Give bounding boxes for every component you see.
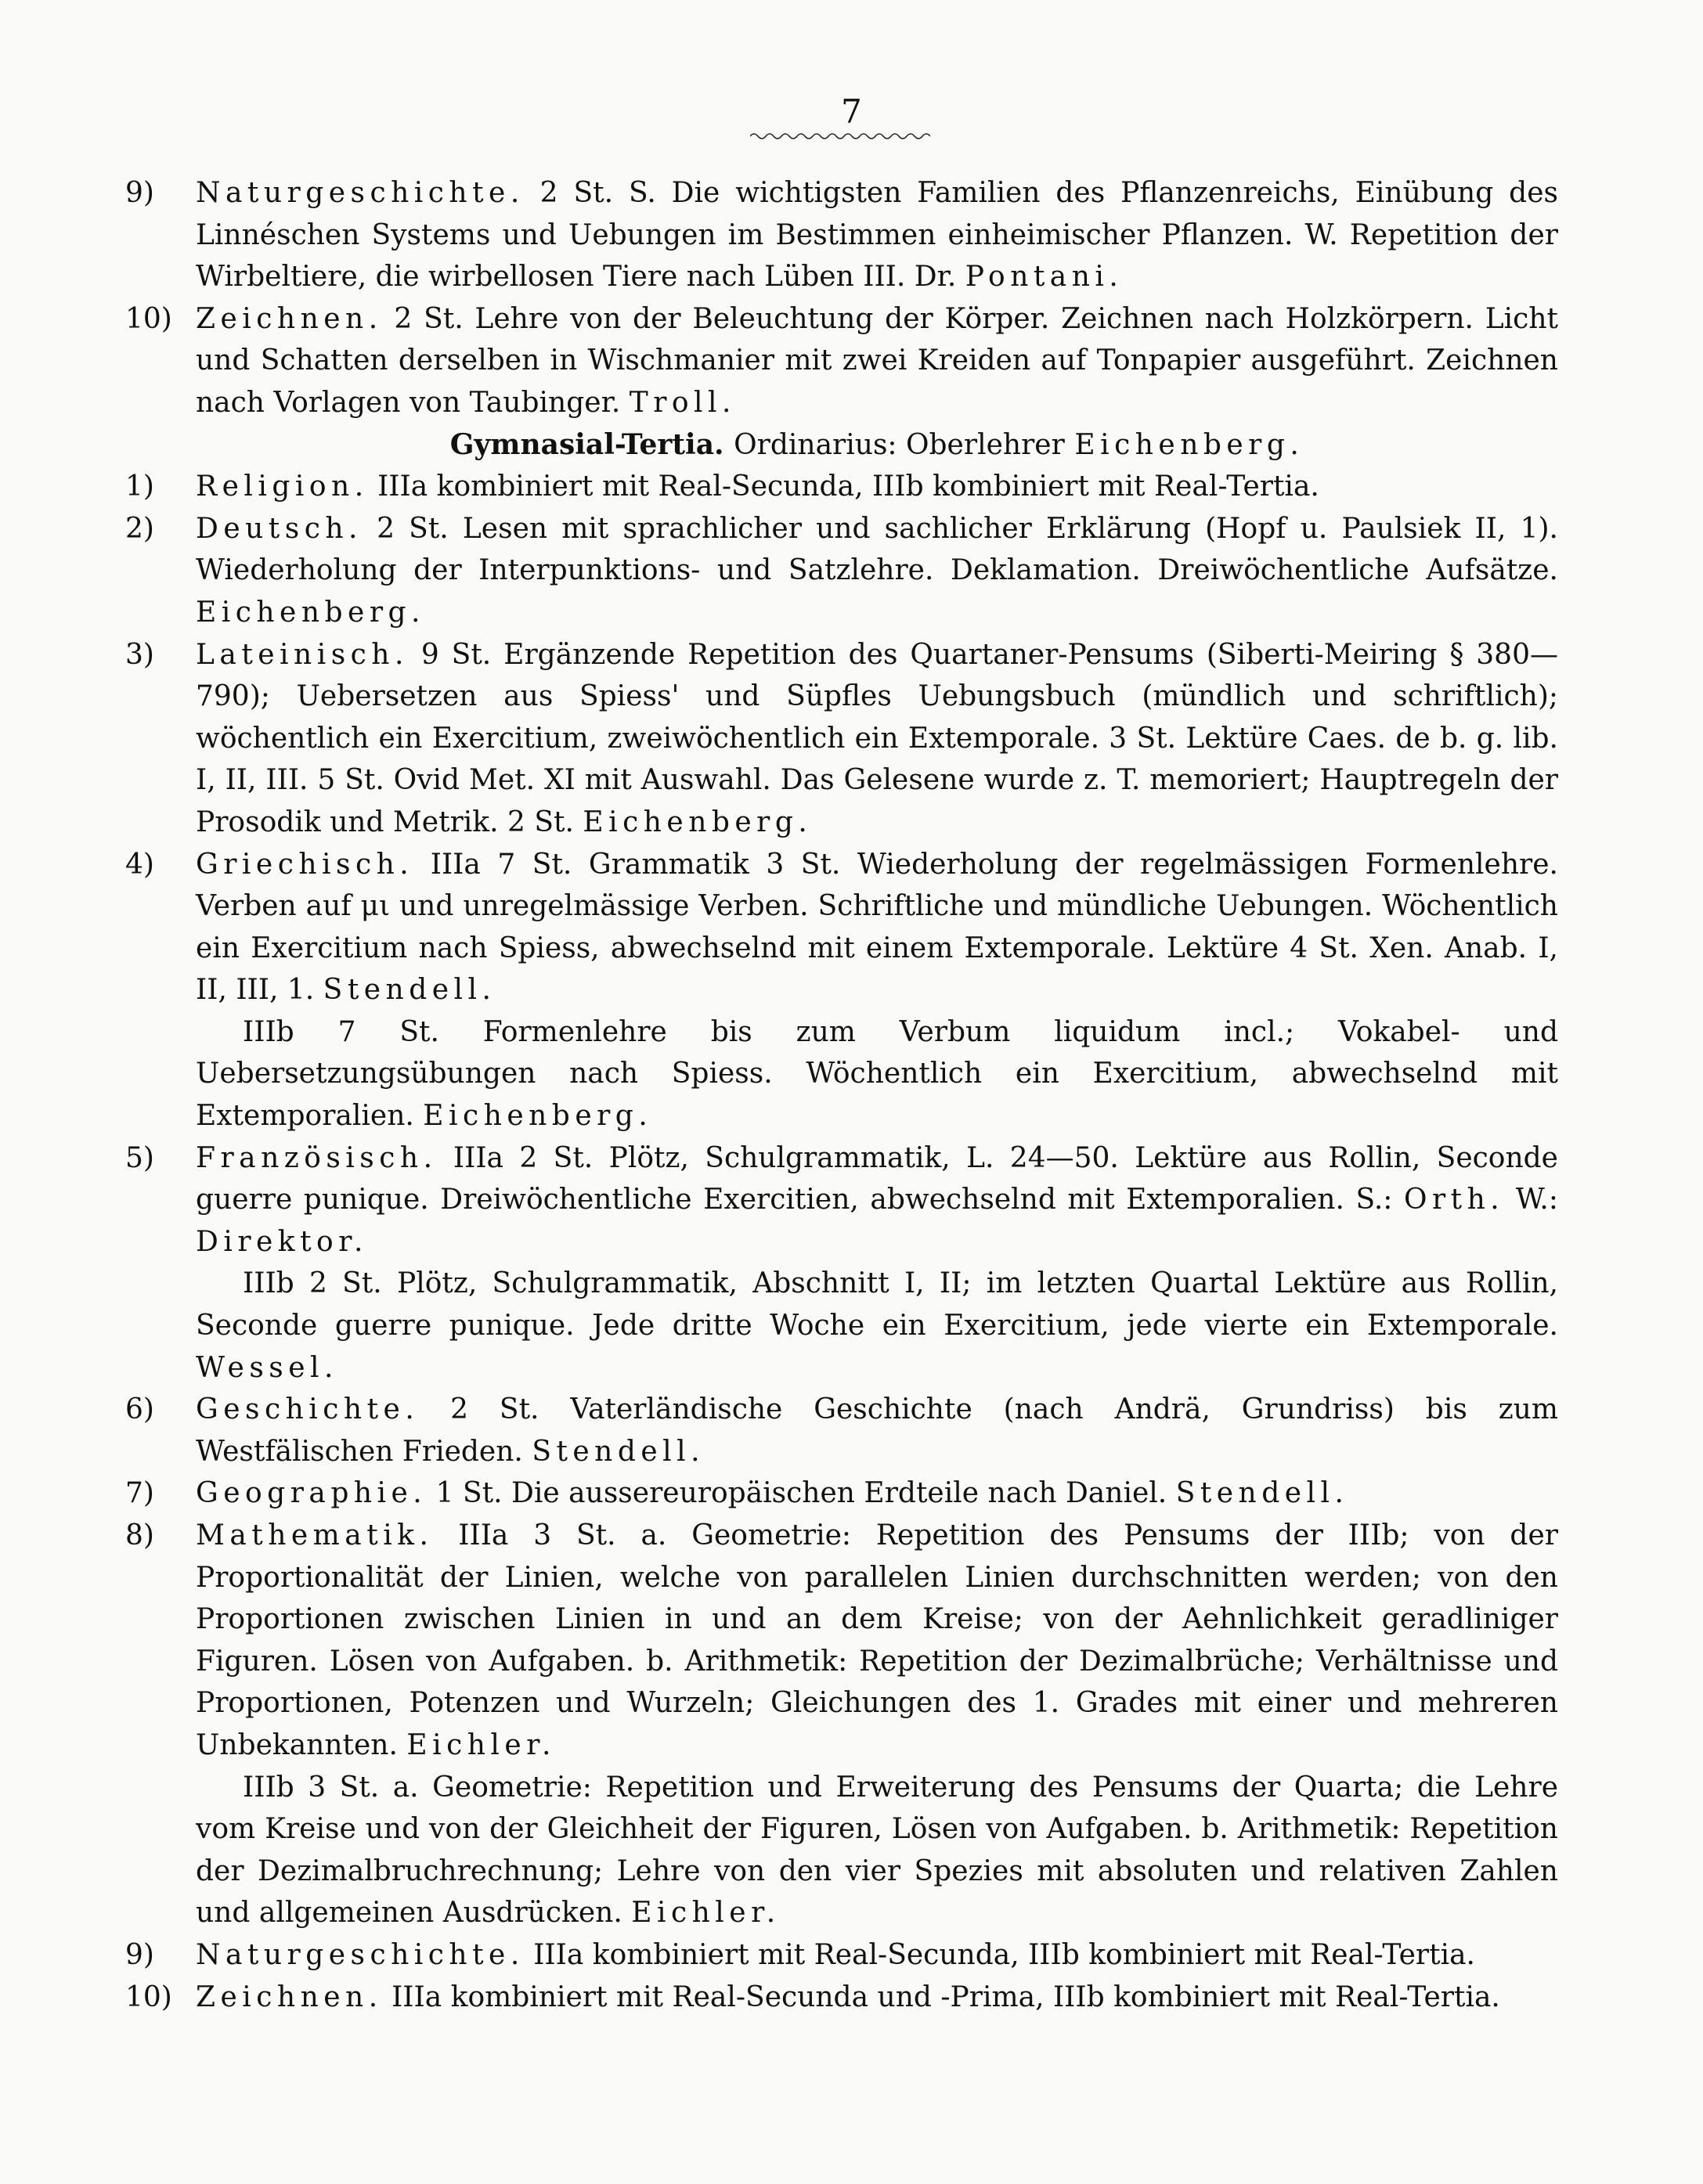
item-number: 6)	[125, 1393, 154, 1426]
teacher-name: Eichenberg.	[423, 1100, 653, 1133]
subject-name: Geographie.	[196, 1477, 428, 1510]
item-text: IIIa 7 St. Grammatik 3 St. Wiederholung der regelmässigen Formenlehre. Verben auf μι und unregelmässige Verben. Schriftliche und mündliche Uebungen. Wöchentlich ein Exercitium nach Spiess, abwechselnd mit einem Extemporale. Lektüre 4 St. Xen. Anab. I, II, III, 1.	[196, 848, 1558, 1007]
teacher-name: Direktor.	[196, 1225, 368, 1258]
item-number: 1)	[125, 470, 154, 503]
teacher-name: Eichler.	[631, 1897, 781, 1930]
teacher-name: Stendell.	[1175, 1477, 1349, 1510]
teacher-name: Eichenberg.	[196, 596, 425, 629]
teacher-name: Orth.	[1403, 1184, 1505, 1216]
subject-name: Lateinisch.	[196, 638, 409, 671]
subject-name: Französisch.	[196, 1141, 438, 1174]
sub-paragraph	[125, 1263, 1558, 1389]
page-number: 7	[841, 92, 862, 131]
item-text: 2 St. Vaterländische Geschichte (nach Andrä, Grundriss) bis zum Westfälischen Frieden.	[196, 1393, 1558, 1468]
page-body	[125, 172, 1558, 2018]
teacher-name: Stendell.	[323, 974, 496, 1007]
item-text: 1 St. Die aussereuropäischen Erdteile nach Daniel.	[427, 1477, 1176, 1510]
item-text: 2 St. S. Die wichtigsten Familien des Pflanzenreichs, Einübung des Linnéschen Systems und Uebungen im Bestimmen einheimischer Pflanzen. W. Repetition der Wirbeltiere, die wirbellosen Tiere nach Lüben III. Dr.	[196, 177, 1558, 294]
section-title: Gymnasial-Tertia.	[449, 427, 724, 461]
subject-name: Zeichnen.	[196, 302, 383, 335]
list-item	[125, 1137, 1558, 1263]
item-text: IIIa kombiniert mit Real-Secunda, IIIb kombiniert mit Real-Tertia.	[368, 470, 1319, 503]
subject-name: Religion.	[196, 470, 369, 503]
list-item	[125, 508, 1558, 634]
item-number: 9)	[125, 1938, 154, 1971]
subject-name: Zeichnen.	[196, 1980, 383, 2013]
subject-name: Naturgeschichte.	[196, 177, 525, 209]
item-text: 2 St. Lesen mit sprachlicher und sachlicher Erklärung (Hopf u. Paulsiek II, 1). Wiederholung der Interpunktions- und Satzlehre. Deklamation. Dreiwöchentliche Aufsätze.	[196, 512, 1558, 587]
item-number: 9)	[125, 177, 154, 209]
item-number: 10)	[125, 1980, 172, 2013]
item-number: 2)	[125, 512, 154, 545]
teacher-name: Wessel.	[196, 1351, 338, 1384]
sub-text: IIIb 7 St. Formenlehre bis zum Verbum liquidum incl.; Vokabel- und Uebersetzungsübungen nach Spiess. Wöchentlich ein Exercitium, abwechselnd mit Extemporalien.	[196, 1015, 1558, 1133]
subject-name: Naturgeschichte.	[196, 1938, 525, 1971]
list-item	[125, 466, 1558, 508]
list-item	[125, 1515, 1558, 1767]
item-number: 5)	[125, 1141, 154, 1174]
item-number: 3)	[125, 638, 154, 671]
subject-name: Geschichte.	[196, 1393, 420, 1426]
sub-paragraph	[125, 1767, 1558, 1934]
subject-name: Mathematik.	[196, 1519, 434, 1552]
subject-name: Deutsch.	[196, 512, 363, 545]
list-item	[125, 844, 1558, 1011]
section-heading	[125, 424, 1558, 467]
sub-text: IIIb 3 St. a. Geometrie: Repetition und Erweiterung des Pensums der Quarta; die Lehre vom Kreise und von der Gleichheit der Figuren, Lösen von Aufgaben. b. Arithmetik: Repetition der Dezimalbruchrechnung; Lehre von den vier Spezies mit absoluten und relativen Zahlen und allgemeinen Ausdrücken.	[196, 1771, 1558, 1930]
sub-paragraph	[125, 1011, 1558, 1137]
item-text: 2 St. Lehre von der Beleuchtung der Körper. Zeichnen nach Holzkörpern. Licht und Schatten derselben in Wischmanier mit zwei Kreiden auf Tonpapier ausgeführt. Zeichnen nach Vorlagen von Taubinger.	[196, 302, 1558, 419]
item-number: 7)	[125, 1477, 154, 1510]
list-item	[125, 298, 1558, 424]
item-number: 4)	[125, 848, 154, 881]
item-number: 10)	[125, 302, 172, 335]
list-item	[125, 1389, 1558, 1472]
teacher-name: Troll.	[629, 386, 736, 419]
item-number: 8)	[125, 1519, 154, 1552]
teacher-name: Eichler.	[406, 1728, 556, 1761]
list-item	[125, 1472, 1558, 1515]
item-text: IIIa 2 St. Plötz, Schulgrammatik, L. 24—50. Lektüre aus Rollin, Seconde guerre punique. Dreiwöchentliche Exercitien, abwechselnd mit Extemporalien. S.:	[196, 1141, 1558, 1216]
ordinarius-name: Eichenberg.	[1074, 428, 1304, 461]
item-text: IIIa kombiniert mit Real-Secunda, IIIb kombiniert mit Real-Tertia.	[524, 1938, 1475, 1971]
list-item	[125, 634, 1558, 844]
item-text: IIIa 3 St. a. Geometrie: Repetition des Pensums der IIIb; von der Proportionalität der Linien, welche von parallelen Linien durchschnitten werden; von den Proportionen zwischen Linien in und an dem Kreise; von der Aehnlichkeit geradliniger Figuren. Lösen von Aufgaben. b. Arithmetik: Repetition der Dezimalbrüche; Verhältnisse und Proportionen, Potenzen und Wurzeln; Gleichungen des 1. Grades mit einer und mehreren Unbekannten.	[196, 1519, 1558, 1761]
list-item	[125, 172, 1558, 298]
item-text-continued: W.:	[1504, 1184, 1558, 1216]
teacher-name: Stendell.	[532, 1435, 705, 1468]
sub-text: IIIb 2 St. Plötz, Schulgrammatik, Abschnitt I, II; im letzten Quartal Lektüre aus Rollin, Seconde guerre punique. Jede dritte Woche ein Exercitium, jede vierte ein Extemporale.	[196, 1267, 1558, 1342]
teacher-name: Pontani.	[965, 261, 1124, 294]
list-item	[125, 1934, 1558, 1977]
subject-name: Griechisch.	[196, 848, 414, 881]
wavy-rule-ornament	[750, 132, 930, 141]
item-text: IIIa kombiniert mit Real-Secunda und -Prima, IIIb kombiniert mit Real-Tertia.	[382, 1980, 1500, 2013]
ordinarius-label: Ordinarius: Oberlehrer	[734, 428, 1065, 461]
item-text: 9 St. Ergänzende Repetition des Quartaner-Pensums (Siberti-Meiring § 380—790); Uebersetzen aus Spiess' und Süpfles Uebungsbuch (mündlich und schriftlich); wöchentlich ein Exercitium, zweiwöchentlich ein Extemporale. 3 St. Lektüre Caes. de b. g. lib. I, II, III. 5 St. Ovid Met. XI mit Auswahl. Das Gelesene wurde z. T. memoriert; Hauptregeln der Prosodik und Metrik. 2 St.	[196, 638, 1558, 838]
list-item	[125, 1977, 1558, 2019]
teacher-name: Eichenberg.	[583, 805, 813, 838]
